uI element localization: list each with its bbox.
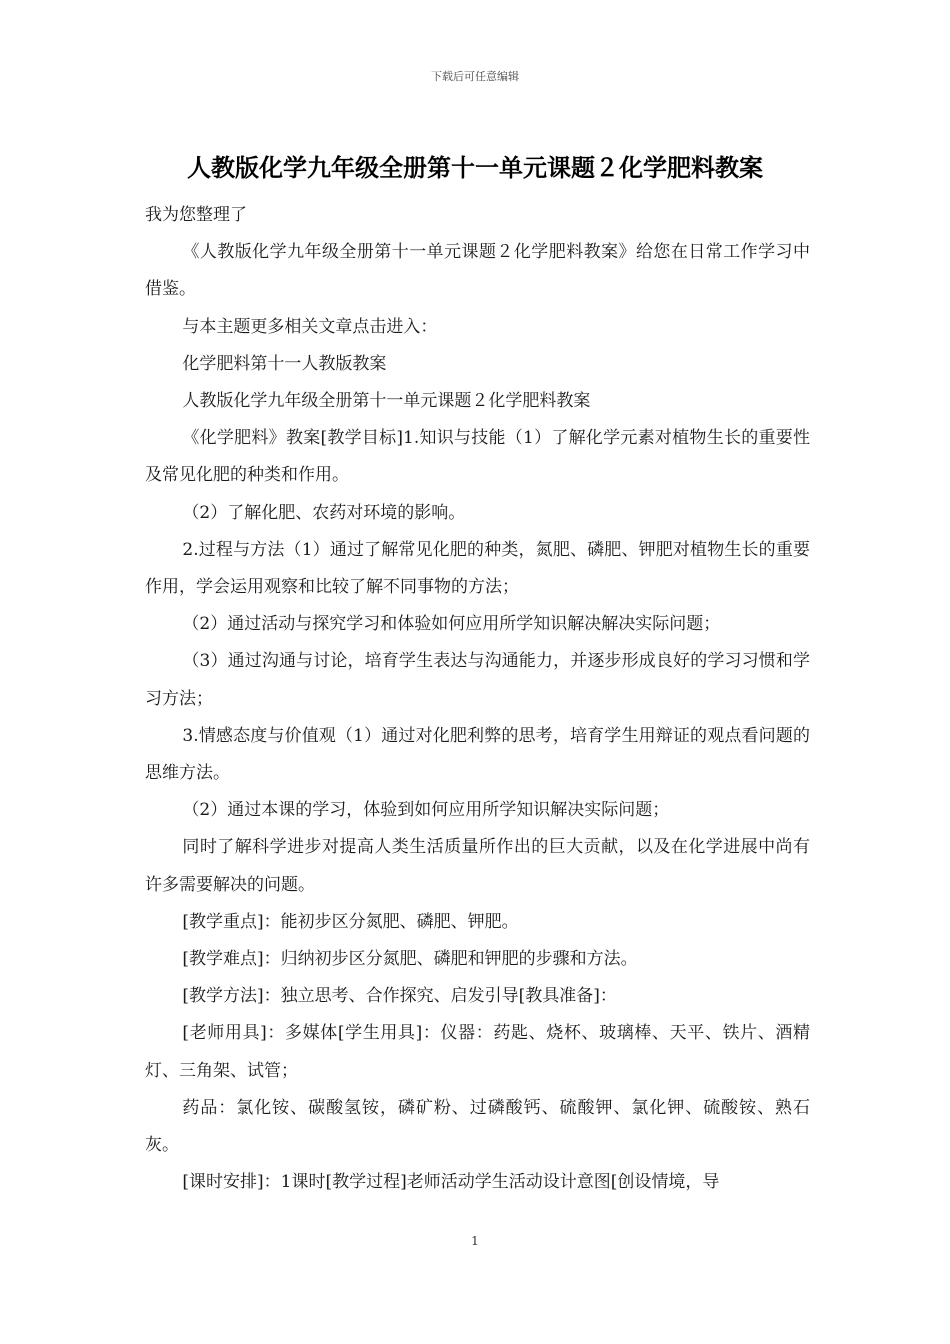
- body-paragraph: [教学方法]：独立思考、合作探究、启发引导[教具准备]：: [182, 986, 617, 1007]
- body-paragraph: [教学重点]：能初步区分氮肥、磷肥、钾肥。: [182, 911, 519, 932]
- body-paragraph: （2）通过活动与探究学习和体验如何应用所学知识解决解决实际问题；: [182, 614, 721, 635]
- body-paragraph: 化学肥料第十一人教版教案: [182, 353, 387, 374]
- body-paragraph: [老师用具]：多媒体[学生用具]：仪器：药匙、烧杯、玻璃棒、天平、铁片、酒精灯、三角架、试管；: [145, 1023, 810, 1081]
- body-paragraph: 我为您整理了: [145, 205, 247, 225]
- body-paragraph: 与本主题更多相关文章点击进入：: [182, 316, 438, 337]
- body-paragraph: 药品：氯化铵、碳酸氢铵，磷矿粉、过磷酸钙、硫酸钾、氯化钾、硫酸铵、熟石灰。: [145, 1097, 810, 1156]
- document-title: 人教版化学九年级全册第十一单元课题２化学肥料教案: [187, 154, 763, 182]
- body-paragraph: [教学难点]：归纳初步区分氮肥、磷肥和钾肥的步骤和方法。: [182, 949, 638, 970]
- body-paragraph: 《人教版化学九年级全册第十一单元课题２化学肥料教案》给您在日常工作学习中借鉴。: [145, 242, 810, 300]
- body-paragraph: 人教版化学九年级全册第十一单元课题２化学肥料教案: [182, 391, 591, 412]
- page-number: 1: [471, 1234, 479, 1248]
- body-paragraph: （2）通过本课的学习，体验到如何应用所学知识解决实际问题；: [182, 800, 670, 821]
- document-body: [145, 197, 810, 1201]
- body-paragraph: [课时安排]：1课时[教学过程]老师活动学生活动设计意图[创设情境，导: [182, 1172, 720, 1193]
- body-paragraph: 3.情感态度与价值观（1）通过对化肥利弊的思考，培育学生用辩证的观点看问题的思维方法。: [145, 725, 810, 784]
- body-paragraph: 2.过程与方法（1）通过了解常见化肥的种类，氮肥、磷肥、钾肥对植物生长的重要作用，学会运用观察和比较了解不同事物的方法；: [145, 539, 810, 598]
- page-header-note: 下载后可任意编辑: [431, 70, 519, 83]
- body-paragraph: 《化学肥料》教案[教学目标]1.知识与技能（1）了解化学元素对植物生长的重要性及常见化肥的种类和作用。: [145, 428, 810, 486]
- body-paragraph: （2）了解化肥、农药对环境的影响。: [182, 502, 466, 523]
- body-paragraph: （3）通过沟通与讨论，培育学生表达与沟通能力，并逐步形成良好的学习习惯和学习方法；: [145, 651, 810, 709]
- body-paragraph: 同时了解科学进步对提高人类生活质量所作出的巨大贡献，以及在化学进展中尚有许多需要解决的问题。: [145, 837, 810, 895]
